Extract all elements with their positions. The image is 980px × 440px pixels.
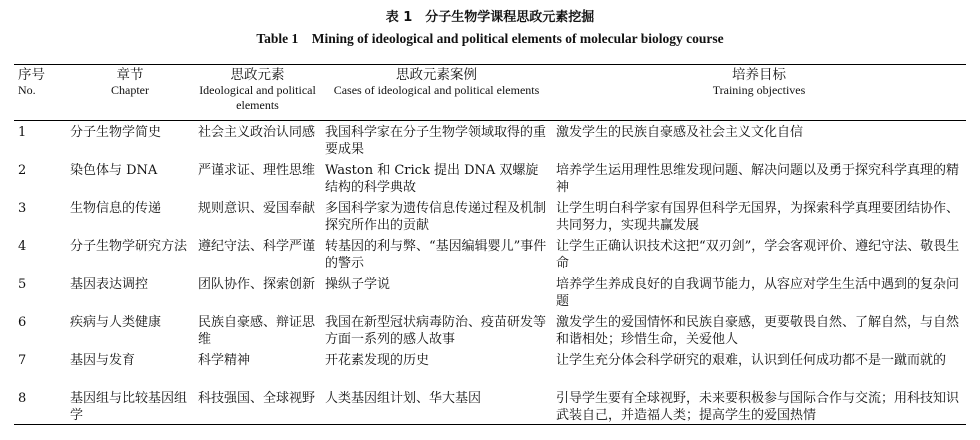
elements-cell: 遵纪守法、科学严谨: [198, 238, 316, 254]
chapter-cell: 基因组与比较基因组学: [70, 390, 188, 423]
cases-cell: 操纵子学说: [325, 276, 391, 292]
row-number: 1: [18, 125, 27, 140]
row-number: 7: [18, 352, 27, 368]
objectives-cell: 让学生充分体会科学研究的艰难，认识到任何成功都不是一蹴而就的: [556, 352, 947, 368]
row-number: 5: [18, 276, 27, 292]
elements-cell: 科学精神: [198, 352, 251, 368]
row-number: 6: [18, 314, 27, 330]
objectives-cell: 引导学生要有全球视野，未来要积极参与国际合作与交流；用科技知识武装自己，并造福人类；提高学生的爱国热情: [556, 390, 960, 423]
cases-cell: 人类基因组计划、华大基因: [325, 390, 482, 406]
cases-cell: 转基因的利与弊、“基因编辑婴儿”事件的警示: [325, 238, 547, 271]
elements-cell: 严谨求证、理性思维: [198, 162, 316, 178]
header-row: [14, 65, 966, 121]
header-objectives: 培养目标 Training objectives: [712, 67, 806, 97]
table-row: [14, 273, 966, 311]
row-number: 8: [18, 390, 27, 406]
table-row: [14, 197, 966, 235]
table-row: [14, 235, 966, 273]
table-body: [14, 121, 966, 425]
cases-cell: 开花素发现的历史: [325, 352, 430, 368]
cases-cell: Waston 和 Crick 提出 DNA 双螺旋结构的科学典故: [325, 162, 539, 195]
row-number: 4: [18, 238, 27, 254]
header-chapter: 章节 Chapter: [111, 67, 149, 97]
header-cases: 思政元素案例 Cases of ideological and political elements: [333, 67, 540, 97]
row-number: 3: [18, 200, 27, 216]
objectives-cell: 让学生正确认识技术这把“双刃剑”，学会客观评价、遵纪守法、敬畏生命: [556, 238, 960, 271]
elements-cell: 团队协作、探索创新: [198, 276, 316, 292]
table-title-chinese: 表 1 分子生物学课程思政元素挖掘: [385, 10, 595, 25]
objectives-cell: 培养学生养成良好的自我调节能力，从容应对学生生活中遇到的复杂问题: [556, 276, 960, 309]
row-number: 2: [18, 162, 27, 178]
cases-cell: 我国在新型冠状病毒防治、疫苗研发等方面一系列的感人故事: [325, 314, 547, 347]
table-row: [14, 387, 966, 425]
chapter-cell: 疾病与人类健康: [70, 314, 162, 330]
chapter-cell: 基因与发育: [70, 352, 136, 368]
table-title-english: Table 1 Mining of ideological and political elements of molecular biology course: [256, 31, 724, 46]
table-row: [14, 121, 966, 159]
header-elements: 思政元素 Ideological and political elements: [199, 67, 316, 112]
elements-cell: 民族自豪感、辩证思维: [198, 314, 316, 347]
cases-cell: 我国科学家在分子生物学领域取得的重要成果: [325, 125, 547, 157]
objectives-cell: 激发学生的民族自豪感及社会主义文化自信: [556, 125, 804, 140]
table-row: [14, 311, 966, 349]
objectives-cell: 培养学生运用理性思维发现问题、解决问题以及勇于探究科学真理的精神: [556, 162, 960, 195]
table-header: [14, 65, 966, 121]
elements-cell: 规则意识、爱国奉献: [198, 200, 316, 216]
header-no: 序号 No.: [18, 67, 45, 97]
objectives-cell: 激发学生的爱国情怀和民族自豪感，更要敬畏自然、了解自然，与自然和谐相处；珍惜生命，关爱他人: [556, 314, 960, 347]
cases-cell: 多国科学家为遗传信息传递过程及机制探究所作出的贡献: [325, 200, 547, 233]
objectives-cell: 让学生明白科学家有国界但科学无国界，为探索科学真理要团结协作、共同努力，实现共赢发展: [556, 200, 960, 233]
elements-cell: 社会主义政治认同感: [198, 125, 316, 140]
ideological-elements-table: [14, 64, 966, 425]
table-row: [14, 349, 966, 387]
chapter-cell: 分子生物学简史: [70, 125, 162, 140]
chapter-cell: 染色体与 DNA: [70, 162, 158, 178]
table-caption: [0, 0, 980, 50]
table-row: [14, 159, 966, 197]
chapter-cell: 分子生物学研究方法: [70, 238, 188, 254]
chapter-cell: 生物信息的传递: [70, 200, 162, 216]
elements-cell: 科技强国、全球视野: [198, 390, 316, 406]
chapter-cell: 基因表达调控: [70, 276, 149, 292]
